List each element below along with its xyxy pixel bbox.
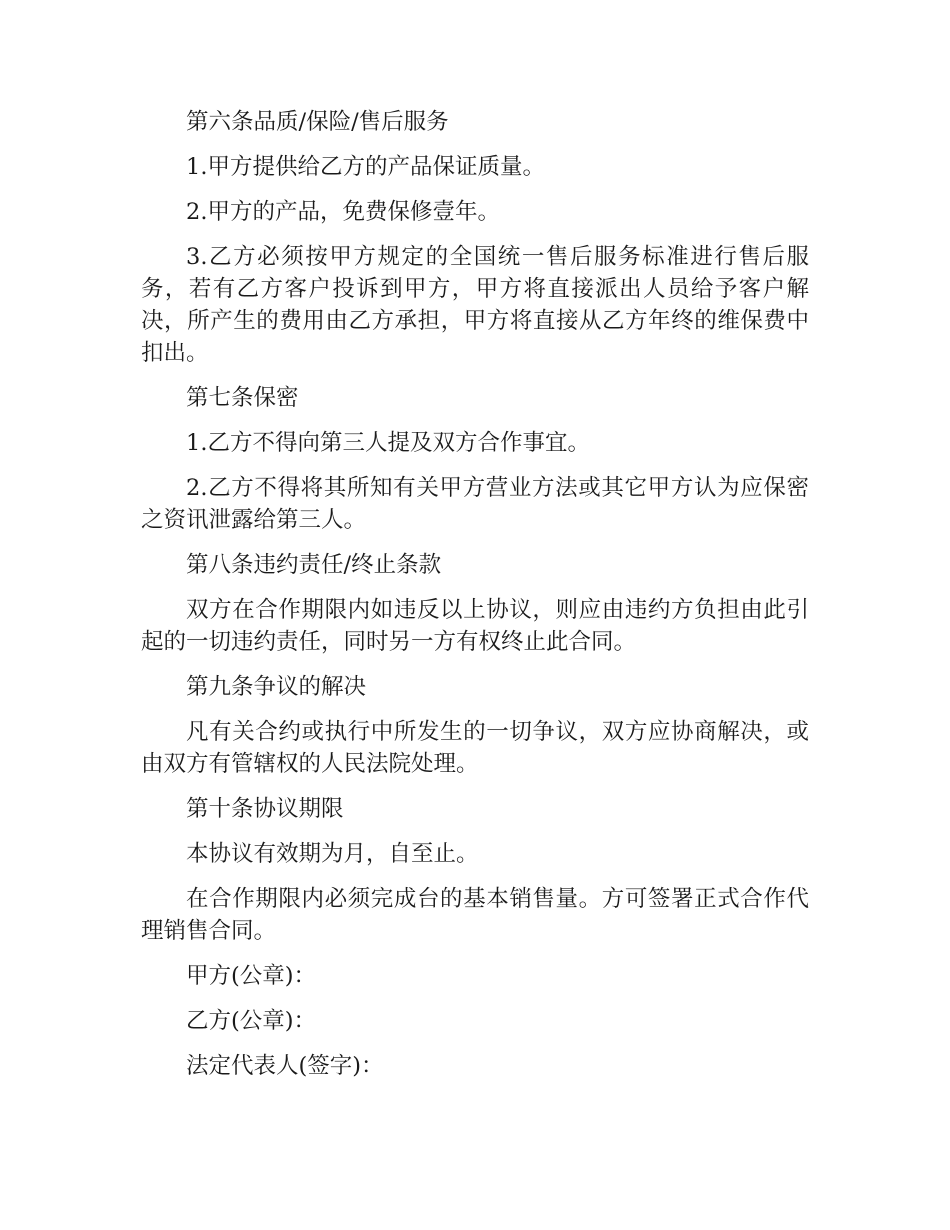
signature-party-a: 甲方(公章)： xyxy=(186,963,317,989)
document-body xyxy=(141,106,809,1095)
section-heading-7: 第七条保密 xyxy=(186,385,299,411)
section-heading-8: 第八条违约责任/终止条款 xyxy=(186,552,442,578)
clause-9-text: 凡有关合约或执行中所发生的一切争议，双方应协商解决，或由双方有管辖权的人民法院处理。 xyxy=(141,719,809,777)
clause-10-sales: 在合作期限内必须完成台的基本销售量。方可签署正式合作代理销售合同。 xyxy=(141,886,809,944)
section-heading-6: 第六条品质/保险/售后服务 xyxy=(186,109,449,135)
clause-6-2: 2.甲方的产品，免费保修壹年。 xyxy=(186,199,500,225)
clause-8-text: 双方在合作期限内如违反以上协议，则应由违约方负担由此引起的一切违约责任，同时另一方有权终止此合同。 xyxy=(141,597,809,655)
section-heading-9: 第九条争议的解决 xyxy=(186,674,367,700)
clause-7-2: 2.乙方不得将其所知有关甲方营业方法或其它甲方认为应保密之资讯泄露给第三人。 xyxy=(141,475,809,533)
clause-6-3: 3.乙方必须按甲方规定的全国统一售后服务标准进行售后服务，若有乙方客户投诉到甲方，甲方将直接派出人员给予客户解决，所产生的费用由乙方承担，甲方将直接从乙方年终的维保费中扣出。 xyxy=(141,244,809,366)
clause-6-1: 1.甲方提供给乙方的产品保证质量。 xyxy=(186,154,545,180)
signature-party-b: 乙方(公章)： xyxy=(186,1008,317,1034)
signature-legal-rep: 法定代表人(签字)： xyxy=(186,1053,384,1079)
section-heading-10: 第十条协议期限 xyxy=(186,796,344,822)
clause-10-term: 本协议有效期为月，自至止。 xyxy=(186,841,479,867)
clause-7-1: 1.乙方不得向第三人提及双方合作事宜。 xyxy=(186,430,590,456)
